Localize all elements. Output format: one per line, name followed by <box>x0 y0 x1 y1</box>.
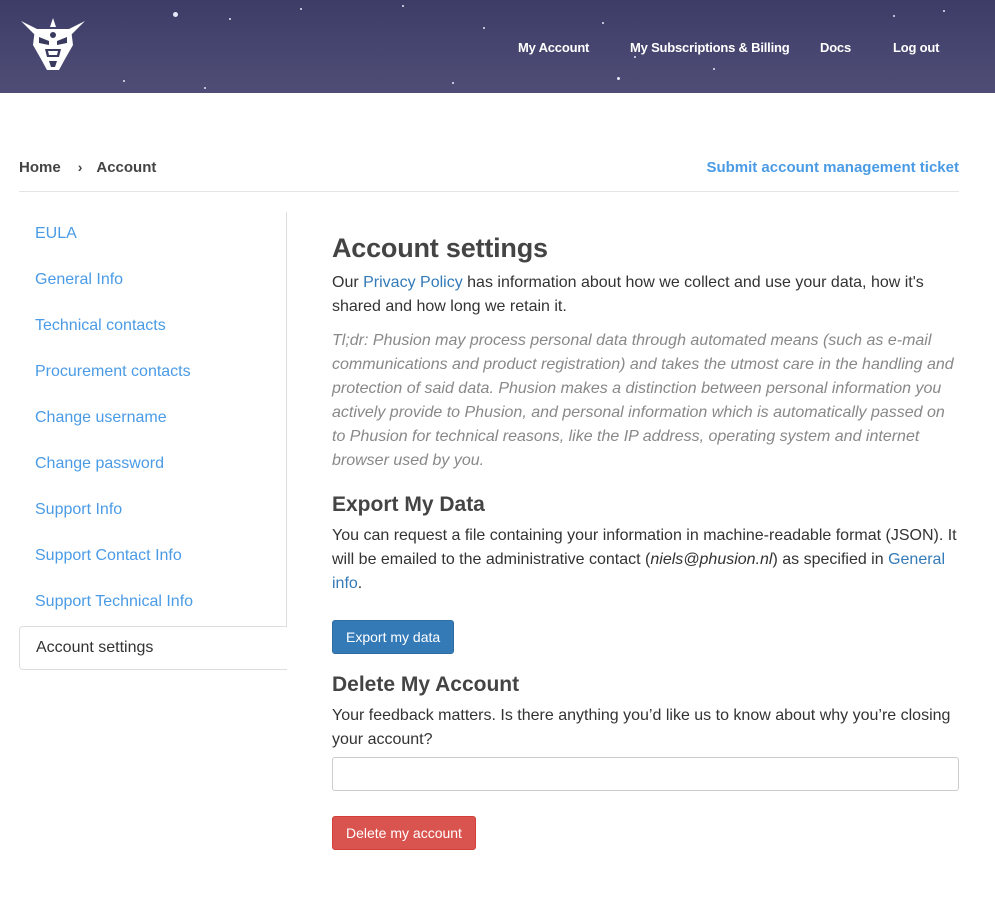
nav-subscriptions-billing[interactable]: My Subscriptions & Billing <box>630 40 790 55</box>
star-decoration <box>452 82 454 84</box>
delete-heading: Delete My Account <box>332 673 520 696</box>
sidebar-item-procurement-contacts[interactable]: Procurement contacts <box>35 363 191 380</box>
sidebar-item-change-username[interactable]: Change username <box>35 409 167 426</box>
nav-my-account[interactable]: My Account <box>518 40 590 55</box>
sidebar-item-change-password[interactable]: Change password <box>35 455 164 472</box>
sidebar-item-general-info[interactable]: General Info <box>35 271 124 288</box>
star-decoration <box>713 68 715 70</box>
sidebar-item-eula[interactable]: EULA <box>35 225 77 242</box>
star-decoration <box>173 12 178 17</box>
star-decoration <box>402 5 404 7</box>
breadcrumb-chevron-icon: › <box>77 159 83 175</box>
header-divider <box>19 191 959 192</box>
privacy-intro-lead: Our <box>332 274 364 291</box>
admin-email: niels@phusion.nl <box>650 551 773 568</box>
star-decoration <box>123 80 125 82</box>
sidebar-item-technical-contacts[interactable]: Technical contacts <box>35 317 166 334</box>
nav-docs[interactable]: Docs <box>820 40 851 55</box>
export-text-lead: You can request a file containing your information in machine-readable format (JSON). It will be emailed to the administrative contact ( <box>332 527 957 568</box>
star-decoration <box>204 87 206 89</box>
export-text-middle: ) as specified in <box>772 551 889 568</box>
breadcrumb-current: Account <box>96 159 157 176</box>
sidebar-item-support-info[interactable]: Support Info <box>35 501 123 518</box>
sidebar-item-support-technical-info[interactable]: Support Technical Info <box>35 593 194 610</box>
privacy-policy-link[interactable]: Privacy Policy <box>363 274 463 291</box>
privacy-intro-rest: has information about how we collect and use your data, how it's shared and how long we retain it. <box>332 274 924 315</box>
sidebar-item-account-settings[interactable]: Account settings <box>19 626 287 670</box>
submit-ticket-link[interactable]: Submit account management ticket <box>706 159 959 176</box>
delete-account-button[interactable]: Delete my account <box>332 816 476 850</box>
privacy-tldr: Tl;dr: Phusion may process personal data through automated means (such as e-mail communications and product registration) and takes the utmost care in the handling and protection of said data. Phusion makes a distinction between personal information you actively provide to Phusion, and personal information which is automatically passed on to Phusion for technical reasons, like the IP address, operating system and internet browser used by you. <box>332 332 954 469</box>
breadcrumb <box>19 159 156 176</box>
sidebar <box>19 212 287 670</box>
page-title: Account settings <box>332 233 548 263</box>
top-navbar <box>0 0 995 93</box>
breadcrumb-home[interactable]: Home <box>19 159 61 176</box>
general-info-link[interactable]: General info <box>332 551 945 592</box>
star-decoration <box>634 56 636 58</box>
star-decoration <box>483 27 485 29</box>
export-heading: Export My Data <box>332 493 485 516</box>
star-decoration <box>602 22 604 24</box>
star-decoration <box>617 77 620 80</box>
star-decoration <box>300 8 302 10</box>
delete-prompt: Your feedback matters. Is there anything you’d like us to know about why you’re closing your account? <box>332 707 951 748</box>
star-decoration <box>229 18 231 20</box>
privacy-intro <box>332 271 959 319</box>
export-data-button[interactable]: Export my data <box>332 620 454 654</box>
star-decoration <box>943 10 945 12</box>
nav-log-out[interactable]: Log out <box>893 40 940 55</box>
feedback-input[interactable] <box>332 757 959 791</box>
star-decoration <box>893 15 895 17</box>
phusion-robot-logo[interactable] <box>19 15 87 73</box>
export-text-end: . <box>357 575 363 592</box>
sidebar-item-support-contact-info[interactable]: Support Contact Info <box>35 547 182 564</box>
export-description <box>332 524 959 596</box>
account-settings-panel <box>332 230 959 850</box>
